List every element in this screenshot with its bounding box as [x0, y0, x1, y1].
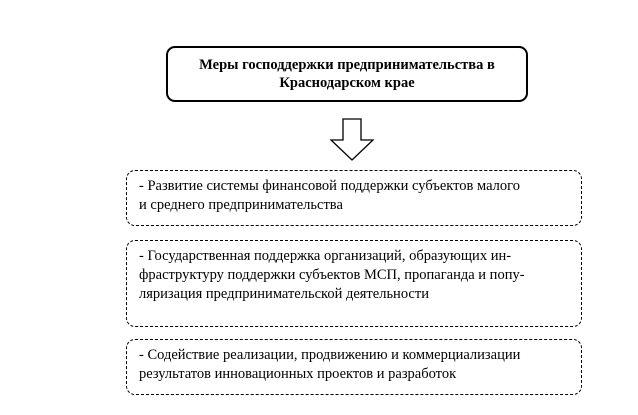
measure-1-line-1: - Развитие системы финансовой поддержки субъектов малого: [139, 178, 520, 194]
diagram-title-box: [166, 46, 528, 102]
measure-2-line-2: фраструктуру поддержки субъектов МСП, пропаганда и попу-: [139, 267, 525, 283]
measure-box-innovation-commercialization: [126, 339, 582, 395]
measure-3-line-2: результатов инновационных проектов и разработок: [139, 366, 457, 382]
measure-2-line-1: - Государственная поддержка организаций, образующих ин-: [139, 248, 512, 264]
diagram-title: [199, 56, 495, 92]
diagram-title-line-2: Краснодарском крае: [279, 75, 415, 91]
measure-1-line-2: и среднего предпринимательства: [139, 197, 343, 213]
down-arrow-icon: [328, 118, 376, 162]
measure-box-financial-support: [126, 170, 582, 226]
diagram-title-line-1: Меры господдержки предпринимательства в: [199, 57, 495, 73]
measure-2-line-3: ляризация предпринимательской деятельности: [139, 286, 429, 302]
measure-3-line-1: - Содействие реализации, продвижению и коммерциализации: [139, 347, 521, 363]
measure-box-infrastructure-support: [126, 240, 582, 327]
